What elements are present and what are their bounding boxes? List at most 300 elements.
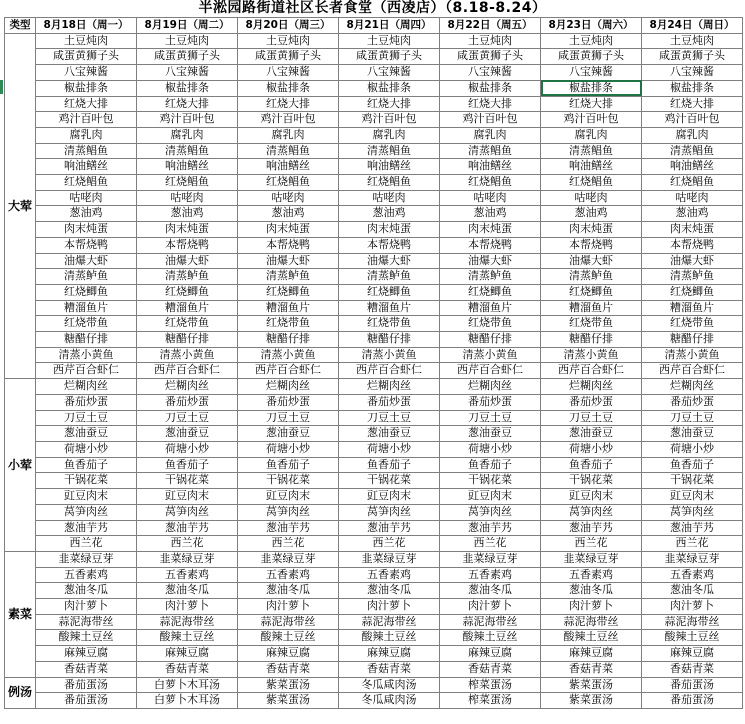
dish-cell[interactable]: 葱油蚕豆: [440, 426, 541, 442]
dish-cell[interactable]: 响油鳝丝: [137, 159, 238, 175]
dish-cell[interactable]: 咸蛋黄狮子头: [137, 49, 238, 65]
dish-cell[interactable]: 葱油芋艿: [642, 520, 743, 536]
dish-cell[interactable]: 油爆大虾: [642, 253, 743, 269]
dish-cell[interactable]: 八宝辣酱: [642, 65, 743, 81]
dish-cell[interactable]: 土豆炖肉: [440, 33, 541, 49]
dish-cell[interactable]: 五香素鸡: [238, 567, 339, 583]
dish-cell[interactable]: 清蒸鲈鱼: [541, 269, 642, 285]
dish-cell[interactable]: 酸辣土豆丝: [137, 630, 238, 646]
dish-cell[interactable]: 葱油鸡: [541, 206, 642, 222]
dish-cell[interactable]: 八宝辣酱: [541, 65, 642, 81]
dish-cell[interactable]: 烂糊肉丝: [642, 379, 743, 395]
dish-cell[interactable]: 红烧鲳鱼: [642, 175, 743, 191]
dish-cell[interactable]: 腐乳肉: [440, 127, 541, 143]
dish-cell[interactable]: 葱油芋艿: [238, 520, 339, 536]
dish-cell[interactable]: 豇豆肉末: [339, 489, 440, 505]
dish-cell[interactable]: 八宝辣酱: [440, 65, 541, 81]
dish-cell[interactable]: 鱼香茄子: [440, 457, 541, 473]
dish-cell[interactable]: 韭菜绿豆芽: [137, 551, 238, 567]
dish-cell[interactable]: 鸡汁百叶包: [541, 112, 642, 128]
dish-cell[interactable]: 糟溜鱼片: [440, 300, 541, 316]
dish-cell[interactable]: 番茄炒蛋: [642, 394, 743, 410]
dish-cell[interactable]: 红烧带鱼: [440, 316, 541, 332]
dish-cell[interactable]: 咸蛋黄狮子头: [440, 49, 541, 65]
dish-cell[interactable]: 麻辣豆腐: [238, 646, 339, 662]
dish-cell[interactable]: 红烧鲳鱼: [541, 175, 642, 191]
dish-cell[interactable]: 咕咾肉: [36, 190, 137, 206]
dish-cell[interactable]: 响油鳝丝: [36, 159, 137, 175]
dish-cell[interactable]: 香菇青菜: [137, 661, 238, 677]
dish-cell[interactable]: 清蒸鲳鱼: [137, 143, 238, 159]
dish-cell[interactable]: 西芹百合虾仁: [339, 363, 440, 379]
dish-cell[interactable]: 葱油芋艿: [137, 520, 238, 536]
dish-cell[interactable]: 红烧带鱼: [541, 316, 642, 332]
dish-cell[interactable]: 油爆大虾: [36, 253, 137, 269]
dish-cell[interactable]: 红烧大排: [440, 96, 541, 112]
dish-cell[interactable]: 刀豆土豆: [440, 410, 541, 426]
dish-cell[interactable]: 葱油冬瓜: [642, 583, 743, 599]
dish-cell[interactable]: 红烧大排: [137, 96, 238, 112]
dish-cell[interactable]: 莴笋肉丝: [339, 504, 440, 520]
dish-cell[interactable]: 糖醋仔排: [642, 332, 743, 348]
dish-cell[interactable]: 清蒸小黄鱼: [238, 347, 339, 363]
dish-cell[interactable]: 红烧大排: [238, 96, 339, 112]
dish-cell[interactable]: 本帮烧鸭: [541, 237, 642, 253]
dish-cell[interactable]: 清蒸小黄鱼: [541, 347, 642, 363]
dish-cell[interactable]: 清蒸鲳鱼: [238, 143, 339, 159]
dish-cell[interactable]: 清蒸鲳鱼: [339, 143, 440, 159]
dish-cell[interactable]: 葱油蚕豆: [238, 426, 339, 442]
dish-cell[interactable]: 红烧带鱼: [642, 316, 743, 332]
dish-cell[interactable]: 番茄炒蛋: [440, 394, 541, 410]
dish-cell[interactable]: 荷塘小炒: [541, 441, 642, 457]
dish-cell[interactable]: 鸡汁百叶包: [36, 112, 137, 128]
dish-cell[interactable]: 葱油鸡: [137, 206, 238, 222]
dish-cell[interactable]: 红烧鲫鱼: [137, 284, 238, 300]
dish-cell[interactable]: 红烧鲫鱼: [238, 284, 339, 300]
dish-cell[interactable]: 土豆炖肉: [238, 33, 339, 49]
dish-cell[interactable]: 莴笋肉丝: [541, 504, 642, 520]
dish-cell[interactable]: 油爆大虾: [339, 253, 440, 269]
dish-cell[interactable]: 葱油鸡: [238, 206, 339, 222]
dish-cell[interactable]: 糟溜鱼片: [541, 300, 642, 316]
dish-cell[interactable]: 紫菜蛋汤: [238, 693, 339, 709]
dish-cell[interactable]: 咸蛋黄狮子头: [339, 49, 440, 65]
dish-cell[interactable]: 酸辣土豆丝: [238, 630, 339, 646]
dish-cell[interactable]: 红烧带鱼: [36, 316, 137, 332]
dish-cell[interactable]: 油爆大虾: [440, 253, 541, 269]
dish-cell[interactable]: 荷塘小炒: [440, 441, 541, 457]
dish-cell[interactable]: 西芹百合虾仁: [541, 363, 642, 379]
dish-cell[interactable]: 莴笋肉丝: [642, 504, 743, 520]
dish-cell[interactable]: 本帮烧鸭: [339, 237, 440, 253]
dish-cell[interactable]: 五香素鸡: [137, 567, 238, 583]
dish-cell[interactable]: 紫菜蛋汤: [541, 677, 642, 693]
dish-cell[interactable]: 糟溜鱼片: [339, 300, 440, 316]
dish-cell[interactable]: 清蒸鲈鱼: [238, 269, 339, 285]
dish-cell[interactable]: 豇豆肉末: [642, 489, 743, 505]
dish-cell[interactable]: 韭菜绿豆芽: [238, 551, 339, 567]
dish-cell[interactable]: 刀豆土豆: [137, 410, 238, 426]
day-header[interactable]: 8月19日（周二）: [137, 18, 238, 34]
dish-cell[interactable]: 肉汁萝卜: [440, 599, 541, 615]
dish-cell[interactable]: 葱油冬瓜: [36, 583, 137, 599]
dish-cell[interactable]: 响油鳝丝: [642, 159, 743, 175]
dish-cell[interactable]: 响油鳝丝: [339, 159, 440, 175]
dish-cell[interactable]: 清蒸鲈鱼: [440, 269, 541, 285]
dish-cell[interactable]: 莴笋肉丝: [440, 504, 541, 520]
dish-cell[interactable]: 红烧带鱼: [339, 316, 440, 332]
dish-cell[interactable]: 五香素鸡: [36, 567, 137, 583]
dish-cell[interactable]: 干锅花菜: [440, 473, 541, 489]
dish-cell[interactable]: 刀豆土豆: [642, 410, 743, 426]
dish-cell[interactable]: 本帮烧鸭: [137, 237, 238, 253]
dish-cell[interactable]: 清蒸鲈鱼: [642, 269, 743, 285]
dish-cell[interactable]: 糖醋仔排: [238, 332, 339, 348]
dish-cell[interactable]: 番茄炒蛋: [36, 394, 137, 410]
dish-cell[interactable]: 咕咾肉: [137, 190, 238, 206]
dish-cell[interactable]: 韭菜绿豆芽: [36, 551, 137, 567]
dish-cell[interactable]: 土豆炖肉: [36, 33, 137, 49]
dish-cell[interactable]: 椒盐排条: [238, 80, 339, 96]
day-header[interactable]: 8月22日（周五）: [440, 18, 541, 34]
dish-cell[interactable]: 红烧鲫鱼: [36, 284, 137, 300]
dish-cell[interactable]: 糖醋仔排: [137, 332, 238, 348]
dish-cell[interactable]: 烂糊肉丝: [339, 379, 440, 395]
dish-cell[interactable]: 莴笋肉丝: [36, 504, 137, 520]
dish-cell[interactable]: 肉末炖蛋: [238, 222, 339, 238]
dish-cell[interactable]: 荷塘小炒: [642, 441, 743, 457]
dish-cell[interactable]: 香菇青菜: [541, 661, 642, 677]
dish-cell[interactable]: 鱼香茄子: [642, 457, 743, 473]
day-header[interactable]: 8月24日（周日）: [642, 18, 743, 34]
dish-cell[interactable]: 红烧大排: [36, 96, 137, 112]
dish-cell[interactable]: 韭菜绿豆芽: [642, 551, 743, 567]
day-header[interactable]: 8月18日（周一）: [36, 18, 137, 34]
dish-cell[interactable]: 五香素鸡: [642, 567, 743, 583]
dish-cell[interactable]: 白萝卜木耳汤: [137, 677, 238, 693]
dish-cell[interactable]: 韭菜绿豆芽: [339, 551, 440, 567]
category-cell[interactable]: 例汤: [5, 677, 36, 708]
dish-cell[interactable]: 腐乳肉: [541, 127, 642, 143]
dish-cell[interactable]: 刀豆土豆: [339, 410, 440, 426]
dish-cell[interactable]: 番茄炒蛋: [137, 394, 238, 410]
dish-cell[interactable]: 西兰花: [440, 536, 541, 552]
dish-cell[interactable]: 鱼香茄子: [137, 457, 238, 473]
dish-cell[interactable]: 椒盐排条: [440, 80, 541, 96]
dish-cell[interactable]: 八宝辣酱: [137, 65, 238, 81]
dish-cell[interactable]: 红烧大排: [642, 96, 743, 112]
dish-cell[interactable]: 番茄蛋汤: [642, 693, 743, 709]
dish-cell[interactable]: 西兰花: [541, 536, 642, 552]
dish-cell[interactable]: 清蒸鲳鱼: [36, 143, 137, 159]
dish-cell[interactable]: 西兰花: [36, 536, 137, 552]
dish-cell[interactable]: 荷塘小炒: [36, 441, 137, 457]
day-header[interactable]: 8月21日（周四）: [339, 18, 440, 34]
dish-cell[interactable]: 肉汁萝卜: [36, 599, 137, 615]
dish-cell[interactable]: 紫菜蛋汤: [238, 677, 339, 693]
dish-cell[interactable]: 清蒸小黄鱼: [339, 347, 440, 363]
dish-cell[interactable]: 红烧带鱼: [238, 316, 339, 332]
dish-cell[interactable]: 白萝卜木耳汤: [137, 693, 238, 709]
dish-cell[interactable]: 干锅花菜: [642, 473, 743, 489]
dish-cell[interactable]: 本帮烧鸭: [642, 237, 743, 253]
dish-cell[interactable]: 酸辣土豆丝: [642, 630, 743, 646]
dish-cell[interactable]: 蒜泥海带丝: [36, 614, 137, 630]
dish-cell[interactable]: 番茄炒蛋: [238, 394, 339, 410]
dish-cell[interactable]: 肉末炖蛋: [440, 222, 541, 238]
dish-cell[interactable]: 肉末炖蛋: [36, 222, 137, 238]
dish-cell[interactable]: 葱油蚕豆: [137, 426, 238, 442]
dish-cell[interactable]: 清蒸小黄鱼: [642, 347, 743, 363]
dish-cell[interactable]: 鸡汁百叶包: [642, 112, 743, 128]
dish-cell[interactable]: 西芹百合虾仁: [137, 363, 238, 379]
dish-cell[interactable]: 冬瓜咸肉汤: [339, 677, 440, 693]
dish-cell[interactable]: 糖醋仔排: [440, 332, 541, 348]
dish-cell[interactable]: 清蒸鲳鱼: [642, 143, 743, 159]
dish-cell[interactable]: 鱼香茄子: [339, 457, 440, 473]
dish-cell[interactable]: 荷塘小炒: [339, 441, 440, 457]
dish-cell[interactable]: 咕咾肉: [440, 190, 541, 206]
dish-cell[interactable]: 麻辣豆腐: [541, 646, 642, 662]
dish-cell[interactable]: 豇豆肉末: [137, 489, 238, 505]
dish-cell[interactable]: 肉汁萝卜: [339, 599, 440, 615]
dish-cell[interactable]: 榨菜蛋汤: [440, 693, 541, 709]
dish-cell[interactable]: 清蒸鲈鱼: [137, 269, 238, 285]
dish-cell[interactable]: 土豆炖肉: [137, 33, 238, 49]
dish-cell[interactable]: 椒盐排条: [339, 80, 440, 96]
dish-cell[interactable]: 刀豆土豆: [36, 410, 137, 426]
dish-cell[interactable]: 西芹百合虾仁: [642, 363, 743, 379]
dish-cell[interactable]: 八宝辣酱: [36, 65, 137, 81]
dish-cell[interactable]: 葱油蚕豆: [36, 426, 137, 442]
dish-cell[interactable]: 腐乳肉: [137, 127, 238, 143]
dish-cell[interactable]: 红烧大排: [541, 96, 642, 112]
dish-cell[interactable]: 榨菜蛋汤: [440, 677, 541, 693]
dish-cell[interactable]: 土豆炖肉: [541, 33, 642, 49]
dish-cell[interactable]: 清蒸小黄鱼: [137, 347, 238, 363]
dish-cell[interactable]: 蒜泥海带丝: [642, 614, 743, 630]
dish-cell[interactable]: 鸡汁百叶包: [137, 112, 238, 128]
dish-cell[interactable]: 莴笋肉丝: [137, 504, 238, 520]
dish-cell[interactable]: 咸蛋黄狮子头: [541, 49, 642, 65]
dish-cell[interactable]: 糟溜鱼片: [642, 300, 743, 316]
dish-cell[interactable]: 响油鳝丝: [440, 159, 541, 175]
dish-cell[interactable]: 咕咾肉: [339, 190, 440, 206]
dish-cell[interactable]: 肉汁萝卜: [642, 599, 743, 615]
dish-cell[interactable]: 鱼香茄子: [36, 457, 137, 473]
dish-cell[interactable]: 葱油鸡: [642, 206, 743, 222]
dish-cell[interactable]: 土豆炖肉: [642, 33, 743, 49]
dish-cell[interactable]: 豇豆肉末: [238, 489, 339, 505]
dish-cell[interactable]: 西兰花: [339, 536, 440, 552]
dish-cell[interactable]: 糟溜鱼片: [238, 300, 339, 316]
dish-cell[interactable]: 葱油蚕豆: [541, 426, 642, 442]
dish-cell[interactable]: 八宝辣酱: [238, 65, 339, 81]
dish-cell[interactable]: 椒盐排条: [137, 80, 238, 96]
dish-cell[interactable]: 冬瓜咸肉汤: [339, 693, 440, 709]
dish-cell[interactable]: 本帮烧鸭: [238, 237, 339, 253]
dish-cell[interactable]: 糖醋仔排: [36, 332, 137, 348]
dish-cell[interactable]: 红烧鲳鱼: [36, 175, 137, 191]
day-header[interactable]: 8月20日（周三）: [238, 18, 339, 34]
dish-cell[interactable]: 豇豆肉末: [440, 489, 541, 505]
dish-cell[interactable]: 烂糊肉丝: [238, 379, 339, 395]
dish-cell[interactable]: 番茄炒蛋: [339, 394, 440, 410]
dish-cell[interactable]: 咸蛋黄狮子头: [36, 49, 137, 65]
dish-cell[interactable]: 西兰花: [137, 536, 238, 552]
dish-cell[interactable]: 酸辣土豆丝: [440, 630, 541, 646]
dish-cell[interactable]: 鸡汁百叶包: [440, 112, 541, 128]
dish-cell[interactable]: 肉汁萝卜: [541, 599, 642, 615]
dish-cell[interactable]: 腐乳肉: [339, 127, 440, 143]
dish-cell[interactable]: 腐乳肉: [36, 127, 137, 143]
dish-cell[interactable]: 腐乳肉: [238, 127, 339, 143]
dish-cell[interactable]: 油爆大虾: [238, 253, 339, 269]
dish-cell[interactable]: 香菇青菜: [440, 661, 541, 677]
dish-cell[interactable]: 香菇青菜: [36, 661, 137, 677]
dish-cell[interactable]: 香菇青菜: [339, 661, 440, 677]
dish-cell[interactable]: 肉汁萝卜: [137, 599, 238, 615]
category-cell[interactable]: 素菜: [5, 551, 36, 677]
dish-cell[interactable]: 荷塘小炒: [137, 441, 238, 457]
dish-cell[interactable]: 酸辣土豆丝: [339, 630, 440, 646]
dish-cell[interactable]: 蒜泥海带丝: [440, 614, 541, 630]
dish-cell[interactable]: 豇豆肉末: [36, 489, 137, 505]
dish-cell[interactable]: 糖醋仔排: [541, 332, 642, 348]
dish-cell[interactable]: 五香素鸡: [339, 567, 440, 583]
dish-cell[interactable]: 肉汁萝卜: [238, 599, 339, 615]
dish-cell[interactable]: 麻辣豆腐: [440, 646, 541, 662]
dish-cell[interactable]: 蒜泥海带丝: [137, 614, 238, 630]
dish-cell[interactable]: 麻辣豆腐: [642, 646, 743, 662]
dish-cell[interactable]: 红烧鲫鱼: [440, 284, 541, 300]
selected-dish-cell[interactable]: 椒盐排条: [541, 80, 642, 96]
dish-cell[interactable]: 干锅花菜: [238, 473, 339, 489]
category-cell[interactable]: 大荤: [5, 33, 36, 378]
dish-cell[interactable]: 葱油芋艿: [541, 520, 642, 536]
dish-cell[interactable]: 烂糊肉丝: [541, 379, 642, 395]
dish-cell[interactable]: 葱油冬瓜: [137, 583, 238, 599]
dish-cell[interactable]: 刀豆土豆: [238, 410, 339, 426]
dish-cell[interactable]: 番茄蛋汤: [642, 677, 743, 693]
dish-cell[interactable]: 糟溜鱼片: [36, 300, 137, 316]
dish-cell[interactable]: 干锅花菜: [137, 473, 238, 489]
dish-cell[interactable]: 肉末炖蛋: [642, 222, 743, 238]
dish-cell[interactable]: 清蒸鲈鱼: [36, 269, 137, 285]
dish-cell[interactable]: 咸蛋黄狮子头: [642, 49, 743, 65]
dish-cell[interactable]: 麻辣豆腐: [137, 646, 238, 662]
dish-cell[interactable]: 烂糊肉丝: [440, 379, 541, 395]
dish-cell[interactable]: 肉末炖蛋: [137, 222, 238, 238]
dish-cell[interactable]: 葱油冬瓜: [440, 583, 541, 599]
dish-cell[interactable]: 清蒸鲳鱼: [440, 143, 541, 159]
dish-cell[interactable]: 鱼香茄子: [541, 457, 642, 473]
dish-cell[interactable]: 麻辣豆腐: [36, 646, 137, 662]
dish-cell[interactable]: 红烧鲳鱼: [137, 175, 238, 191]
dish-cell[interactable]: 五香素鸡: [541, 567, 642, 583]
dish-cell[interactable]: 干锅花菜: [541, 473, 642, 489]
dish-cell[interactable]: 番茄炒蛋: [541, 394, 642, 410]
dish-cell[interactable]: 红烧鲳鱼: [440, 175, 541, 191]
dish-cell[interactable]: 咸蛋黄狮子头: [238, 49, 339, 65]
dish-cell[interactable]: 鸡汁百叶包: [339, 112, 440, 128]
dish-cell[interactable]: 红烧鲳鱼: [238, 175, 339, 191]
dish-cell[interactable]: 干锅花菜: [36, 473, 137, 489]
dish-cell[interactable]: 葱油蚕豆: [339, 426, 440, 442]
dish-cell[interactable]: 咕咾肉: [238, 190, 339, 206]
dish-cell[interactable]: 咕咾肉: [541, 190, 642, 206]
dish-cell[interactable]: 蒜泥海带丝: [238, 614, 339, 630]
dish-cell[interactable]: 葱油冬瓜: [541, 583, 642, 599]
dish-cell[interactable]: 清蒸鲈鱼: [339, 269, 440, 285]
dish-cell[interactable]: 韭菜绿豆芽: [541, 551, 642, 567]
dish-cell[interactable]: 紫菜蛋汤: [541, 693, 642, 709]
dish-cell[interactable]: 油爆大虾: [541, 253, 642, 269]
dish-cell[interactable]: 西芹百合虾仁: [440, 363, 541, 379]
dish-cell[interactable]: 本帮烧鸭: [36, 237, 137, 253]
dish-cell[interactable]: 八宝辣酱: [339, 65, 440, 81]
day-header[interactable]: 8月23日（周六）: [541, 18, 642, 34]
dish-cell[interactable]: 烂糊肉丝: [36, 379, 137, 395]
dish-cell[interactable]: 西兰花: [238, 536, 339, 552]
dish-cell[interactable]: 肉末炖蛋: [541, 222, 642, 238]
dish-cell[interactable]: 西兰花: [642, 536, 743, 552]
dish-cell[interactable]: 葱油冬瓜: [238, 583, 339, 599]
dish-cell[interactable]: 番茄蛋汤: [36, 677, 137, 693]
dish-cell[interactable]: 响油鳝丝: [541, 159, 642, 175]
dish-cell[interactable]: 葱油鸡: [36, 206, 137, 222]
dish-cell[interactable]: 红烧鲫鱼: [541, 284, 642, 300]
dish-cell[interactable]: 鱼香茄子: [238, 457, 339, 473]
dish-cell[interactable]: 清蒸小黄鱼: [36, 347, 137, 363]
dish-cell[interactable]: 麻辣豆腐: [339, 646, 440, 662]
dish-cell[interactable]: 清蒸小黄鱼: [440, 347, 541, 363]
dish-cell[interactable]: 清蒸鲳鱼: [541, 143, 642, 159]
dish-cell[interactable]: 葱油芋艿: [339, 520, 440, 536]
dish-cell[interactable]: 葱油蚕豆: [642, 426, 743, 442]
dish-cell[interactable]: 葱油鸡: [339, 206, 440, 222]
dish-cell[interactable]: 椒盐排条: [642, 80, 743, 96]
category-header[interactable]: 类型: [5, 18, 36, 34]
dish-cell[interactable]: 刀豆土豆: [541, 410, 642, 426]
dish-cell[interactable]: 蒜泥海带丝: [339, 614, 440, 630]
dish-cell[interactable]: 五香素鸡: [440, 567, 541, 583]
dish-cell[interactable]: 椒盐排条: [36, 80, 137, 96]
dish-cell[interactable]: 红烧带鱼: [137, 316, 238, 332]
dish-cell[interactable]: 烂糊肉丝: [137, 379, 238, 395]
dish-cell[interactable]: 蒜泥海带丝: [541, 614, 642, 630]
dish-cell[interactable]: 葱油芋艿: [36, 520, 137, 536]
dish-cell[interactable]: 豇豆肉末: [541, 489, 642, 505]
dish-cell[interactable]: 咕咾肉: [642, 190, 743, 206]
dish-cell[interactable]: 干锅花菜: [339, 473, 440, 489]
dish-cell[interactable]: 酸辣土豆丝: [36, 630, 137, 646]
dish-cell[interactable]: 番茄蛋汤: [36, 693, 137, 709]
dish-cell[interactable]: 莴笋肉丝: [238, 504, 339, 520]
dish-cell[interactable]: 本帮烧鸭: [440, 237, 541, 253]
dish-cell[interactable]: 鸡汁百叶包: [238, 112, 339, 128]
dish-cell[interactable]: 红烧鲳鱼: [339, 175, 440, 191]
dish-cell[interactable]: 韭菜绿豆芽: [440, 551, 541, 567]
dish-cell[interactable]: 糖醋仔排: [339, 332, 440, 348]
dish-cell[interactable]: 红烧鲫鱼: [339, 284, 440, 300]
dish-cell[interactable]: 葱油鸡: [440, 206, 541, 222]
dish-cell[interactable]: 红烧鲫鱼: [642, 284, 743, 300]
dish-cell[interactable]: 香菇青菜: [238, 661, 339, 677]
dish-cell[interactable]: 腐乳肉: [642, 127, 743, 143]
dish-cell[interactable]: 葱油芋艿: [440, 520, 541, 536]
